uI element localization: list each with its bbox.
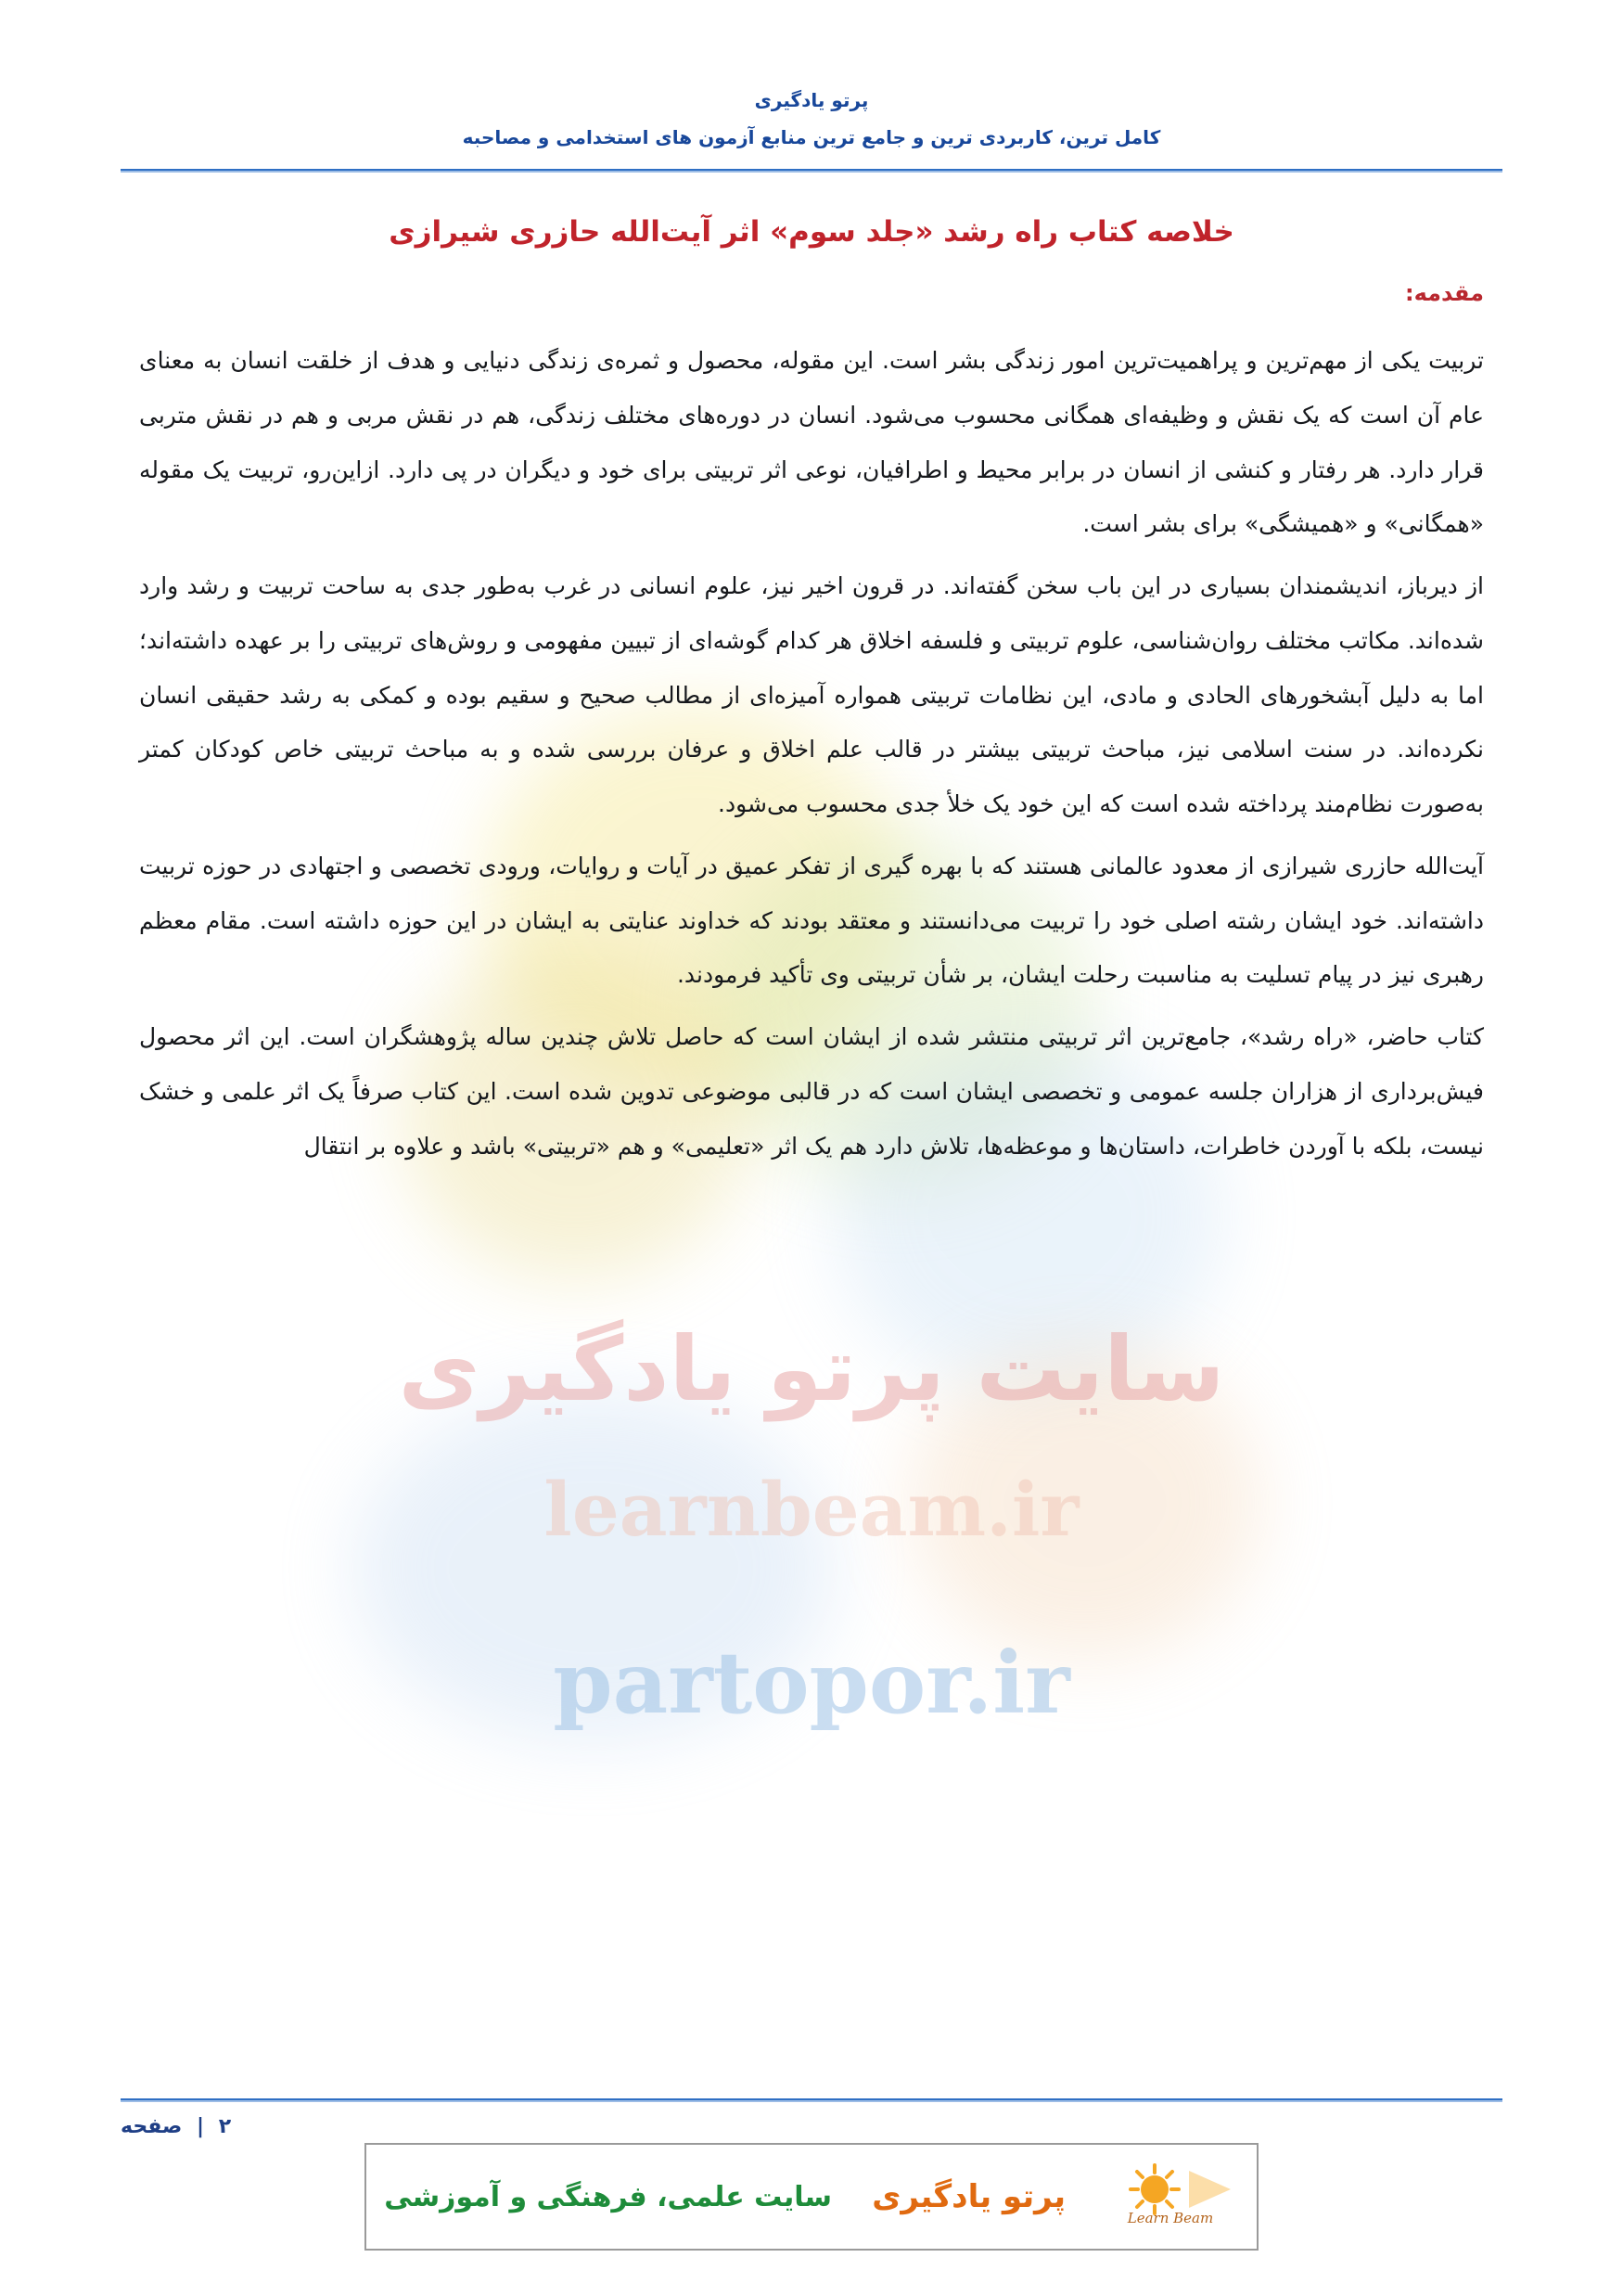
document-header (0, 0, 1623, 148)
footer-tagline: سایت علمی، فرهنگی و آموزشی (384, 2180, 832, 2213)
header-subtitle: کامل ترین، کاربردی ترین و جامع ترین منابع آزمون های استخدامی و مصاحبه (462, 126, 1161, 148)
page-number-block (121, 2115, 306, 2138)
watermark-domain-learnbeam: learnbeam.ir (543, 1466, 1080, 1553)
footer-branding-box (364, 2143, 1259, 2251)
watermark-blob (352, 1392, 835, 1744)
paragraph: آیت‌الله حازری شیرازی از معدود عالمانی هستند که با بهره گیری از تفکر عمیق در آیات و روایات، ورودی تخصصی و اجتهادی در حوزه تربیت داشته‌اند. خود ایشان رشته اصلی خود را تربیت می‌دانستند و معتقد بودند که خداوند عنایتی به ایشان در این حوزه داشته است. مقام معظم رهبری نیز در پیام تسلیت به مناسبت رحلت ایشان، بر شأن تربیتی وی تأکید فرمودند. (139, 852, 1484, 989)
section-heading-introduction: مقدمه: (1404, 280, 1484, 306)
document-body (139, 249, 1484, 1174)
watermark-domain-partopor: partopor.ir (553, 1633, 1070, 1733)
page-number-separator: | (196, 2115, 205, 2138)
footer-divider (121, 2098, 1502, 2102)
watermark-site-name: سایت پرتو یادگیری (398, 1317, 1225, 1421)
page-title: خلاصه کتاب راه رشد «جلد سوم» اثر آیت‌الله حازری شیرازی (389, 215, 1234, 249)
logo-wordmark: Learn Beam (1127, 2210, 1214, 2226)
paragraph: تربیت یکی از مهم‌ترین و پراهمیت‌ترین امور زندگی بشر است. این مقوله، محصول و ثمره‌ی زندگی دنیایی و هدف از خلقت انسان به معنای عام آن است که یک نقش و وظیفه‌ای همگانی محسوب می‌شود. انسان در دوره‌های مختلف زندگی، هم در نقش مربی و هم در نقش متربی قرار دارد. هر رفتار و کنشی از انسان در برابر محیط و اطرافیان، نوعی اثر تربیتی برای خود و دیگران در پی دارد. ازاین‌رو، تربیت یک مقوله «همگانی» و «همیشگی» برای بشر است. (139, 347, 1484, 538)
watermark-blob (909, 1345, 1261, 1661)
header-title: پرتو یادگیری (754, 89, 869, 111)
page-number-value: ۲ (218, 2115, 232, 2138)
learnbeam-logo (1084, 2152, 1257, 2241)
footer-brand-name: پرتو یادگیری (872, 2178, 1066, 2215)
header-divider (121, 169, 1502, 173)
page-number-label: صفحه (121, 2115, 183, 2138)
paragraph: از دیرباز، اندیشمندان بسیاری در این باب سخن گفته‌اند. در قرون اخیر نیز، علوم انسانی در غرب به‌طور جدی به ساحت تربیت و رشد وارد شده‌اند. مکاتب مختلف روان‌شناسی، علوم تربیتی و فلسفه اخلاق هر کدام گوشه‌ای از تبیین مفهومی و روش‌های تربیتی را بر عهده داشته‌اند؛ اما به دلیل آبشخورهای الحادی و مادی، این نظامات تربیتی همواره آمیزه‌ای از مطالب صحیح و سقیم بوده و کمکی به رشد حقیقی انسان نکرده‌اند. در سنت اسلامی نیز، مباحث تربیتی بیشتر در قالب علم اخلاق و عرفان بررسی شده و به مباحث تربیتی خاص کودکان کمتر به‌صورت نظام‌مند پرداخته شده است که این خود یک خلأ جدی محسوب می‌شود. (139, 572, 1484, 817)
paragraph: کتاب حاضر، «راه رشد»، جامع‌ترین اثر تربیتی منتشر شده از ایشان است که حاصل تلاش چندین ساله پژوهشگران است. این اثر محصول فیش‌برداری از هزاران جلسه عمومی و تخصصی ایشان است که در قالبی موضوعی تدوین شده است. این کتاب صرفاً یک اثر علمی و خشک نیست، بلکه با آوردن خاطرات، داستان‌ها و موعظه‌ها، تلاش دارد هم یک اثر «تعلیمی» و هم «تربیتی» باشد و علاوه بر انتقال (139, 1023, 1484, 1160)
